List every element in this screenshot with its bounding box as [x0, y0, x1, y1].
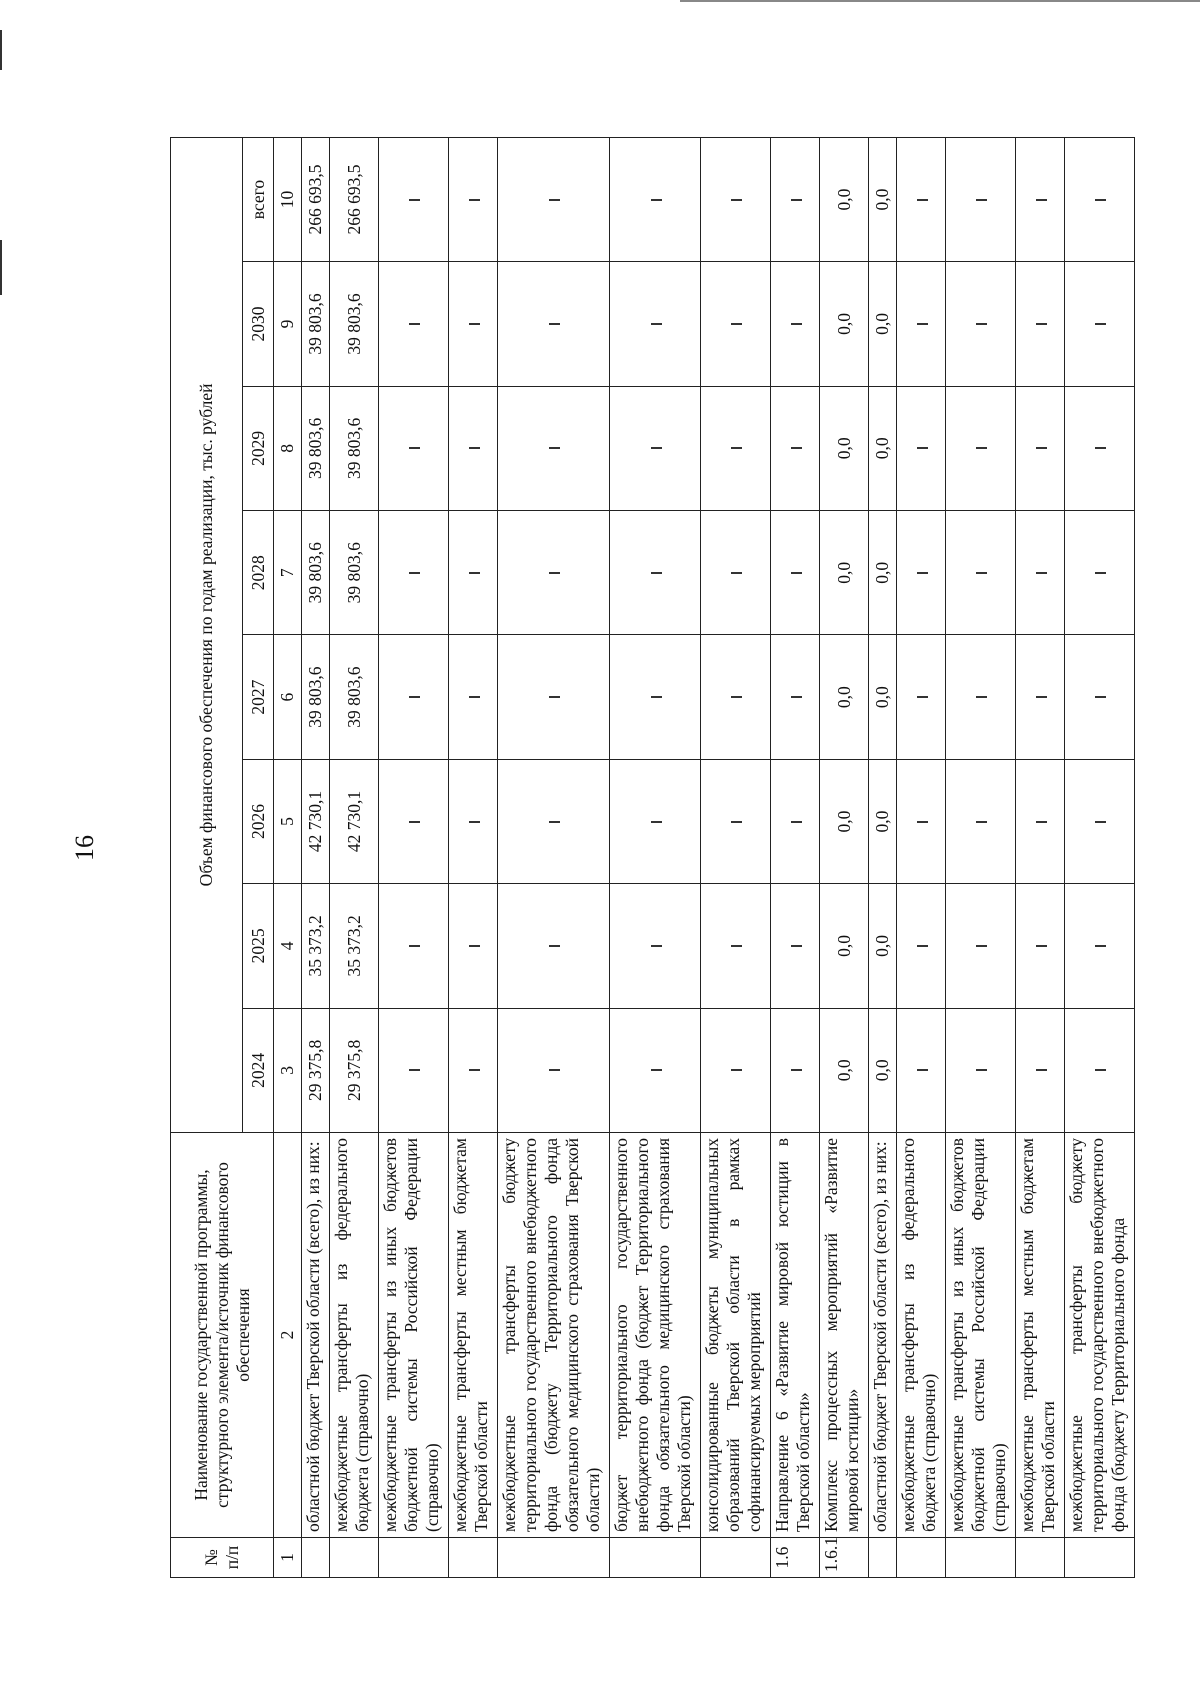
cell-total: 0,0	[869, 137, 897, 261]
row-name: Направление 6 «Развитие мировой юстиции в Тверской области»	[771, 1133, 820, 1538]
cell-value: 0,0	[820, 386, 869, 510]
cell-value	[610, 262, 701, 386]
cell-value	[701, 1008, 771, 1132]
table-row	[610, 137, 701, 1577]
dash-mark	[791, 696, 802, 698]
cell-value	[897, 262, 946, 386]
cell-total	[498, 137, 610, 261]
dash-mark	[976, 696, 987, 698]
cell-value	[1016, 262, 1065, 386]
column-number: 10	[274, 137, 302, 261]
dash-mark	[791, 1069, 802, 1071]
cell-value	[379, 511, 449, 635]
cell-value: 39 803,6	[330, 511, 379, 635]
header-year: 2030	[243, 262, 274, 386]
cell-value	[771, 386, 820, 510]
cell-value: 0,0	[820, 884, 869, 1008]
cell-value	[701, 511, 771, 635]
dash-mark	[791, 945, 802, 947]
cell-total	[449, 137, 498, 261]
dash-mark	[651, 1069, 662, 1071]
dash-mark	[976, 199, 987, 201]
cell-value	[1065, 1008, 1135, 1132]
cell-value	[379, 635, 449, 759]
cell-value	[897, 759, 946, 883]
cell-value: 39 803,6	[302, 262, 330, 386]
dash-mark	[1036, 1069, 1047, 1071]
dash-mark	[549, 696, 560, 698]
cell-value: 0,0	[820, 635, 869, 759]
dash-mark	[791, 447, 802, 449]
cell-value	[1016, 386, 1065, 510]
cell-value	[771, 511, 820, 635]
row-number: 1.6	[771, 1538, 820, 1578]
row-number	[946, 1538, 1016, 1578]
table-row	[820, 137, 869, 1577]
cell-total: 0,0	[820, 137, 869, 261]
cell-total: 266 693,5	[330, 137, 379, 261]
row-name: межбюджетные трансферты местным бюджетам Тверской области	[449, 1133, 498, 1538]
cell-value	[610, 759, 701, 883]
cell-value	[498, 511, 610, 635]
table-row	[498, 137, 610, 1577]
cell-value	[449, 262, 498, 386]
table-header	[171, 137, 302, 1577]
cell-value	[897, 884, 946, 1008]
row-name: межбюджетные трансферты из федерального бюджета (справочно)	[330, 1133, 379, 1538]
cell-value	[1065, 884, 1135, 1008]
header-name: Наименование государственной программы, структурного элемента/источник финансового обеспечения	[171, 1133, 274, 1538]
dash-mark	[1036, 945, 1047, 947]
cell-value	[610, 884, 701, 1008]
dash-mark	[409, 696, 420, 698]
cell-value: 42 730,1	[302, 759, 330, 883]
cell-value	[946, 759, 1016, 883]
cell-total	[379, 137, 449, 261]
cell-value: 39 803,6	[330, 635, 379, 759]
dash-mark	[976, 945, 987, 947]
dash-mark	[469, 1069, 480, 1071]
cell-value: 35 373,2	[330, 884, 379, 1008]
row-number	[379, 1538, 449, 1578]
table-row	[869, 137, 897, 1577]
cell-value	[946, 635, 1016, 759]
dash-mark	[409, 199, 420, 201]
table-row	[302, 137, 330, 1577]
cell-value	[449, 386, 498, 510]
row-name: межбюджетные трансферты из иных бюджетов бюджетной системы Российской Федерации (справочно)	[379, 1133, 449, 1538]
dash-mark	[469, 199, 480, 201]
cell-total	[701, 137, 771, 261]
column-number: 7	[274, 511, 302, 635]
cell-value: 39 803,6	[330, 386, 379, 510]
cell-value	[379, 1008, 449, 1132]
dash-mark	[731, 1069, 742, 1071]
cell-value	[1065, 386, 1135, 510]
dash-mark	[1036, 447, 1047, 449]
dash-mark	[917, 945, 928, 947]
header-volume: Объем финансового обеспечения по годам реализации, тыс. рублей	[171, 137, 243, 1132]
cell-value	[449, 759, 498, 883]
dash-mark	[1095, 323, 1106, 325]
row-number	[330, 1538, 379, 1578]
financing-table	[170, 137, 1135, 1578]
dash-mark	[1036, 821, 1047, 823]
cell-value: 0,0	[869, 635, 897, 759]
cell-value	[498, 386, 610, 510]
column-number: 5	[274, 759, 302, 883]
dash-mark	[651, 945, 662, 947]
dash-mark	[1095, 572, 1106, 574]
header-year: 2026	[243, 759, 274, 883]
dash-mark	[917, 323, 928, 325]
header-year: 2028	[243, 511, 274, 635]
dash-mark	[731, 199, 742, 201]
dash-mark	[731, 945, 742, 947]
dash-mark	[549, 323, 560, 325]
cell-value	[498, 884, 610, 1008]
dash-mark	[469, 447, 480, 449]
cell-value	[1065, 511, 1135, 635]
column-number: 8	[274, 386, 302, 510]
table-row	[701, 137, 771, 1577]
cell-value	[449, 635, 498, 759]
cell-value	[771, 884, 820, 1008]
cell-value	[946, 1008, 1016, 1132]
dash-mark	[651, 199, 662, 201]
cell-value	[379, 262, 449, 386]
dash-mark	[1095, 821, 1106, 823]
row-name: областной бюджет Тверской области (всего), из них:	[302, 1133, 330, 1538]
dash-mark	[791, 572, 802, 574]
dash-mark	[651, 447, 662, 449]
dash-mark	[1036, 696, 1047, 698]
header-total: всего	[243, 137, 274, 261]
cell-value	[379, 759, 449, 883]
header-year: 2029	[243, 386, 274, 510]
cell-value: 39 803,6	[302, 511, 330, 635]
cell-value	[771, 635, 820, 759]
dash-mark	[976, 323, 987, 325]
cell-value	[1016, 635, 1065, 759]
column-number: 3	[274, 1008, 302, 1132]
row-number	[610, 1538, 701, 1578]
cell-value	[897, 1008, 946, 1132]
cell-value	[449, 1008, 498, 1132]
dash-mark	[731, 323, 742, 325]
table-row	[1065, 137, 1135, 1577]
row-name: межбюджетные трансферты из иных бюджетов бюджетной системы Российской Федерации (справочно)	[946, 1133, 1016, 1538]
cell-value	[610, 386, 701, 510]
row-number	[897, 1538, 946, 1578]
dash-mark	[1036, 199, 1047, 201]
dash-mark	[791, 821, 802, 823]
cell-value: 39 803,6	[330, 262, 379, 386]
row-number	[302, 1538, 330, 1578]
dash-mark	[791, 323, 802, 325]
row-name: межбюджетные трансферты из федерального бюджета (справочно)	[897, 1133, 946, 1538]
dash-mark	[549, 572, 560, 574]
cell-value: 29 375,8	[302, 1008, 330, 1132]
cell-value	[449, 511, 498, 635]
cell-value: 0,0	[869, 1008, 897, 1132]
cell-value: 0,0	[820, 511, 869, 635]
dash-mark	[791, 199, 802, 201]
cell-value: 0,0	[869, 511, 897, 635]
cell-value	[897, 386, 946, 510]
header-year: 2025	[243, 884, 274, 1008]
row-name: межбюджетные трансферты бюджету территориального государственного внебюджетного фонда (бюджету Территориального фонда	[1065, 1133, 1135, 1538]
row-name: Комплекс процессных мероприятий «Развитие мировой юстиции»	[820, 1133, 869, 1538]
header-year: 2027	[243, 635, 274, 759]
dash-mark	[651, 696, 662, 698]
dash-mark	[976, 447, 987, 449]
dash-mark	[409, 323, 420, 325]
dash-mark	[1095, 696, 1106, 698]
cell-value	[610, 511, 701, 635]
row-name: межбюджетные трансферты местным бюджетам Тверской области	[1016, 1133, 1065, 1538]
cell-value	[701, 635, 771, 759]
row-number	[869, 1538, 897, 1578]
table-row	[1016, 137, 1065, 1577]
cell-value	[449, 884, 498, 1008]
dash-mark	[549, 945, 560, 947]
dash-mark	[409, 945, 420, 947]
dash-mark	[469, 572, 480, 574]
dash-mark	[976, 1069, 987, 1071]
dash-mark	[731, 572, 742, 574]
dash-mark	[549, 199, 560, 201]
dash-mark	[1095, 945, 1106, 947]
column-number: 4	[274, 884, 302, 1008]
cell-total: 266 693,5	[302, 137, 330, 261]
column-number: 2	[274, 1133, 302, 1538]
table-row	[897, 137, 946, 1577]
cell-total	[1065, 137, 1135, 261]
cell-value	[946, 511, 1016, 635]
dash-mark	[549, 447, 560, 449]
cell-value	[701, 386, 771, 510]
table-body	[302, 137, 1135, 1577]
cell-value	[498, 759, 610, 883]
cell-value: 0,0	[869, 884, 897, 1008]
cell-value: 0,0	[869, 262, 897, 386]
cell-value	[1016, 759, 1065, 883]
row-number	[1016, 1538, 1065, 1578]
cell-value	[946, 262, 1016, 386]
cell-value: 0,0	[820, 262, 869, 386]
row-name: бюджет территориального государственного внебюджетного фонда (бюджет Территориального фонда обязательного медицинского страхования Тверской области)	[610, 1133, 701, 1538]
dash-mark	[469, 696, 480, 698]
dash-mark	[409, 1069, 420, 1071]
table-row	[330, 137, 379, 1577]
row-number	[1065, 1538, 1135, 1578]
row-name: консолидированные бюджеты муниципальных образований Тверской области в рамках софинансируемых мероприятий	[701, 1133, 771, 1538]
dash-mark	[731, 821, 742, 823]
cell-value	[610, 635, 701, 759]
cell-value: 35 373,2	[302, 884, 330, 1008]
cell-value	[1016, 884, 1065, 1008]
cell-value	[701, 884, 771, 1008]
row-number	[498, 1538, 610, 1578]
dash-mark	[976, 821, 987, 823]
header-no: № п/п	[171, 1538, 274, 1578]
row-number: 1.6.1	[820, 1538, 869, 1578]
cell-value	[379, 386, 449, 510]
dash-mark	[651, 572, 662, 574]
cell-value	[1016, 511, 1065, 635]
dash-mark	[731, 696, 742, 698]
cell-total	[897, 137, 946, 261]
cell-value: 29 375,8	[330, 1008, 379, 1132]
cell-value	[1065, 262, 1135, 386]
row-number	[701, 1538, 771, 1578]
cell-value	[1065, 759, 1135, 883]
dash-mark	[917, 821, 928, 823]
cell-value	[1065, 635, 1135, 759]
row-number	[449, 1538, 498, 1578]
dash-mark	[976, 572, 987, 574]
cell-value	[897, 635, 946, 759]
cell-value: 0,0	[869, 386, 897, 510]
column-number: 9	[274, 262, 302, 386]
cell-value	[897, 511, 946, 635]
cell-total	[946, 137, 1016, 261]
row-name: областной бюджет Тверской области (всего), из них:	[869, 1133, 897, 1538]
dash-mark	[1095, 1069, 1106, 1071]
cell-value	[610, 1008, 701, 1132]
cell-value	[946, 884, 1016, 1008]
dash-mark	[469, 945, 480, 947]
dash-mark	[1036, 572, 1047, 574]
cell-value	[701, 262, 771, 386]
dash-mark	[549, 1069, 560, 1071]
cell-value: 39 803,6	[302, 635, 330, 759]
cell-value	[498, 262, 610, 386]
cell-value: 0,0	[820, 759, 869, 883]
column-number: 1	[274, 1538, 302, 1578]
cell-value: 0,0	[869, 759, 897, 883]
dash-mark	[409, 447, 420, 449]
cell-value	[701, 759, 771, 883]
dash-mark	[651, 323, 662, 325]
cell-total	[610, 137, 701, 261]
dash-mark	[469, 821, 480, 823]
page-number: 16	[70, 835, 99, 861]
cell-value	[1016, 1008, 1065, 1132]
dash-mark	[917, 447, 928, 449]
cell-value	[771, 759, 820, 883]
header-year: 2024	[243, 1008, 274, 1132]
dash-mark	[1095, 199, 1106, 201]
cell-value	[379, 884, 449, 1008]
cell-value	[771, 262, 820, 386]
dash-mark	[469, 323, 480, 325]
dash-mark	[731, 447, 742, 449]
dash-mark	[917, 572, 928, 574]
dash-mark	[917, 1069, 928, 1071]
row-name: межбюджетные трансферты бюджету территориального государственного внебюджетного фонда (бюджету Территориального фонда обязательного медицинского страхования Тверской области)	[498, 1133, 610, 1538]
table-row	[771, 137, 820, 1577]
cell-value: 39 803,6	[302, 386, 330, 510]
dash-mark	[409, 821, 420, 823]
cell-value	[771, 1008, 820, 1132]
dash-mark	[1036, 323, 1047, 325]
table-row	[379, 137, 449, 1577]
cell-value: 0,0	[820, 1008, 869, 1132]
dash-mark	[651, 821, 662, 823]
dash-mark	[549, 821, 560, 823]
cell-value: 42 730,1	[330, 759, 379, 883]
dash-mark	[1095, 447, 1106, 449]
dash-mark	[917, 199, 928, 201]
header-column-numbers-row	[274, 137, 302, 1577]
cell-total	[771, 137, 820, 261]
table-row	[449, 137, 498, 1577]
column-number: 6	[274, 635, 302, 759]
dash-mark	[917, 696, 928, 698]
cell-value	[498, 635, 610, 759]
cell-total	[1016, 137, 1065, 261]
cell-value	[498, 1008, 610, 1132]
cell-value	[946, 386, 1016, 510]
dash-mark	[409, 572, 420, 574]
table-row	[946, 137, 1016, 1577]
